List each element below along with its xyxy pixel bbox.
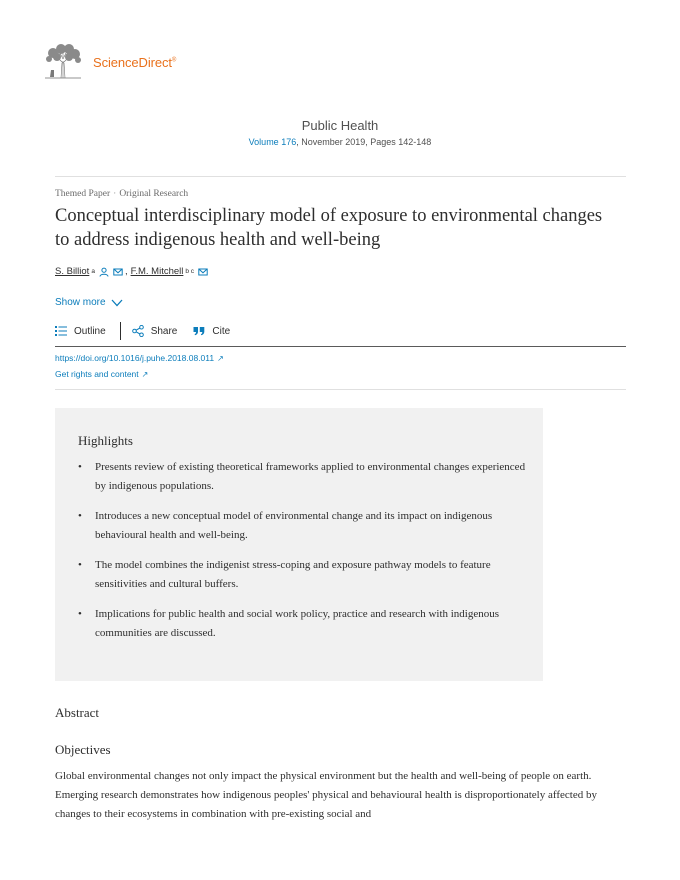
highlights-title: Highlights bbox=[78, 433, 133, 448]
abstract-text: Global environmental changes not only impact the physical environment but the health and well-being of people on earth. Emerging research demonstrates how indigenous peoples' physical and behavioural health is disproportionately affected by changes to their ecosystems in combination with pre-existing social and bbox=[55, 770, 597, 820]
show-more-label: Show more bbox=[55, 297, 106, 308]
author-name-billiot[interactable]: S. Billiot bbox=[55, 266, 90, 277]
highlight-item: • Introduces a new conceptual model of environmental change and its impact on indigenous behavioural health and well-being. bbox=[78, 507, 528, 545]
chevron-down-icon bbox=[111, 299, 123, 307]
author-affiliation-mitchell[interactable]: b c bbox=[185, 268, 195, 275]
toolbar-divider bbox=[120, 322, 121, 340]
doi-text: https://doi.org/10.1016/j.puhe.2018.08.011 bbox=[55, 353, 215, 363]
sciencedirect-logo[interactable] bbox=[43, 43, 176, 79]
trademark-symbol: ® bbox=[171, 57, 177, 64]
outline-list-icon bbox=[55, 325, 67, 337]
share-button[interactable] bbox=[132, 325, 178, 337]
journal-issue-info bbox=[0, 137, 680, 147]
article-toolbar bbox=[55, 322, 230, 340]
sciencedirect-wordmark bbox=[93, 55, 176, 70]
article-title: Conceptual interdisciplinary model of exposure to environmental changes to address indigenous health and well-being bbox=[55, 206, 603, 250]
author-list bbox=[55, 266, 208, 277]
journal-title[interactable]: Public Health bbox=[301, 118, 379, 133]
author-separator: , bbox=[124, 266, 128, 277]
mail-icon[interactable] bbox=[198, 267, 208, 277]
toolbar-divider-line bbox=[55, 346, 626, 347]
external-link-icon: ↗ bbox=[217, 354, 224, 363]
links-divider bbox=[55, 389, 626, 390]
highlight-item: • Implications for public health and social work policy, practice and research with indigenous communities are discussed. bbox=[78, 605, 528, 643]
issue-date-pages: , November 2019, Pages 142-148 bbox=[296, 137, 432, 147]
share-label: Share bbox=[150, 325, 178, 337]
article-type bbox=[55, 189, 188, 199]
publisher-name: ScienceDirect bbox=[93, 54, 172, 70]
volume-link[interactable]: Volume 176 bbox=[248, 137, 297, 147]
article-category: Themed Paper bbox=[55, 189, 111, 199]
rights-text: Get rights and content bbox=[55, 369, 139, 379]
outline-label: Outline bbox=[74, 325, 106, 337]
person-icon[interactable] bbox=[99, 267, 109, 277]
outline-button[interactable] bbox=[55, 325, 106, 337]
header-divider bbox=[55, 176, 626, 177]
share-icon bbox=[132, 325, 144, 337]
mail-icon[interactable] bbox=[113, 267, 123, 277]
cite-quote-icon bbox=[193, 325, 205, 337]
doi-link[interactable] bbox=[55, 353, 224, 363]
highlight-item: • Presents review of existing theoretical frameworks applied to environmental changes experienced by indigenous populations. bbox=[78, 458, 528, 496]
elsevier-tree-logo bbox=[43, 43, 83, 79]
article-subtype: Original Research bbox=[119, 189, 189, 199]
cite-button[interactable] bbox=[193, 325, 230, 337]
abstract-heading: Abstract bbox=[55, 705, 100, 720]
highlights-list bbox=[78, 458, 528, 654]
external-link-icon: ↗ bbox=[141, 370, 149, 379]
show-more-button[interactable] bbox=[55, 297, 123, 308]
type-separator: · bbox=[113, 189, 117, 199]
author-name-mitchell[interactable]: F.M. Mitchell bbox=[130, 266, 184, 277]
highlights-box bbox=[55, 408, 543, 681]
highlight-item: • The model combines the indigenist stress-coping and exposure pathway models to feature sensitivities and cultural buffers. bbox=[78, 556, 528, 594]
author-affiliation-billiot[interactable]: a bbox=[91, 268, 95, 275]
rights-link[interactable] bbox=[55, 369, 148, 379]
cite-label: Cite bbox=[212, 325, 231, 337]
journal-header bbox=[0, 118, 680, 147]
objectives-heading: Objectives bbox=[55, 742, 111, 757]
